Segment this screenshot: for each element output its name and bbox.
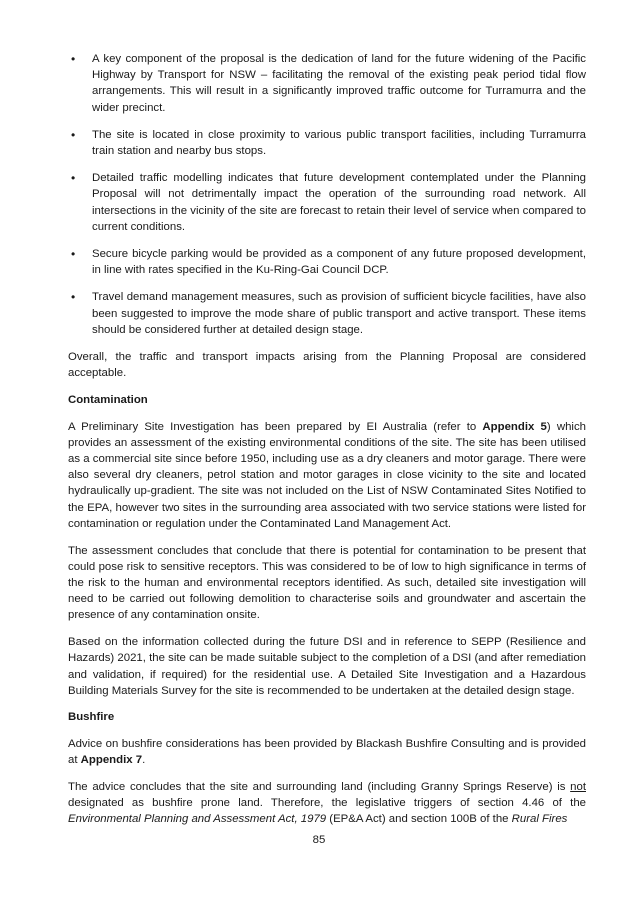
traffic-conclusion-paragraph: Overall, the traffic and transport impacts arising from the Planning Proposal are considered acceptable. [68,351,586,380]
text-run: A Preliminary Site Investigation has been prepared by EI Australia (refer to [68,420,483,433]
bullet-item: • Travel demand management measures, such as provision of sufficient bicycle facilities, have also been suggested to improve the mode share of public transport and active transport. These items should be considered further at detailed design stage. [68,289,586,338]
bushfire-paragraph-2 [68,779,586,828]
text-run: designated as bushfire prone land. Therefore, the legislative triggers of section 4.46 of the [68,797,586,810]
bullet-item: • The site is located in close proximity to various public transport facilities, including Turramurra train station and nearby bus stops. [68,127,586,159]
bullet-item: • A key component of the proposal is the dedication of land for the future widening of the Pacific Highway by Transport for NSW – facilitating the removal of the existing peak period tidal flow arrangements. This will result in a significantly improved traffic outcome for Turramurra and the wider precinct. [68,51,586,116]
bullet-item: • Detailed traffic modelling indicates that future development contemplated under the Planning Proposal will not detrimentally impact the operation of the surrounding road network. All intersections in the vicinity of the site are forecast to retain their level of service when compared to current conditions. [68,170,586,235]
bushfire-paragraph-1 [68,736,586,768]
contamination-paragraph-1 [68,419,586,532]
rural-fires-act-title: Rural Fires [511,813,568,826]
page-content [68,51,586,838]
appendix-7-reference: Appendix 7 [80,754,143,767]
traffic-bullet-list [68,51,586,338]
text-run: Advice on bushfire considerations has been provided by Blackash Bushfire Consulting and is provided at [68,738,586,767]
contamination-paragraph-2: The assessment concludes that conclude that there is potential for contamination to be present that could pose risk to sensitive receptors. This was considered to be of low to high significance in terms of the risk to the human and environmental receptors identified. As such, detailed site investigation will need to be carried out following demolition to characterise soils and groundwater and ascertain the presence of any contamination onsite. [68,544,586,622]
contamination-paragraph-3: Based on the information collected during the future DSI and in reference to SEPP (Resilience and Hazards) 2021, the site can be made suitable subject to the completion of a DSI (and after remediation and validation, if required) for the residential use. A Detailed Site Investigation and a Hazardous Building Materials Survey for the site is recommended to be undertaken at the detailed design stage. [68,636,586,697]
text-run: (EP&A Act) and section 100B of the [326,813,512,826]
text-run: The advice concludes that the site and surrounding land (including Granny Springs Reserve) is [68,781,571,794]
appendix-5-reference: Appendix 5 [482,420,547,433]
ep-act-title: Environmental Planning and Assessment Act, 1979 [68,813,327,826]
underlined-not: not [570,781,586,794]
contamination-heading: Contamination [68,393,148,406]
text-run: ) which provides an assessment of the existing environmental conditions of the site. The site has been utilised as a commercial site since before 1950, including use as a dry cleaners and motor garage. There were also several dry cleaners, petrol station and motor garages in close vicinity to the site and located hydraulically up-gradient. The site was not included on the List of NSW Contaminated Sites Notified to the EPA, however two sites in the surrounding area associated with two service stations were listed for contamination or regulation under the Contaminated Land Management Act. [68,420,586,530]
page-number: 85 [312,834,326,846]
text-run: . [142,754,146,767]
bushfire-heading: Bushfire [68,711,115,724]
bullet-item: • Secure bicycle parking would be provided as a component of any future proposed development, in line with rates specified in the Ku-Ring-Gai Council DCP. [68,246,586,278]
